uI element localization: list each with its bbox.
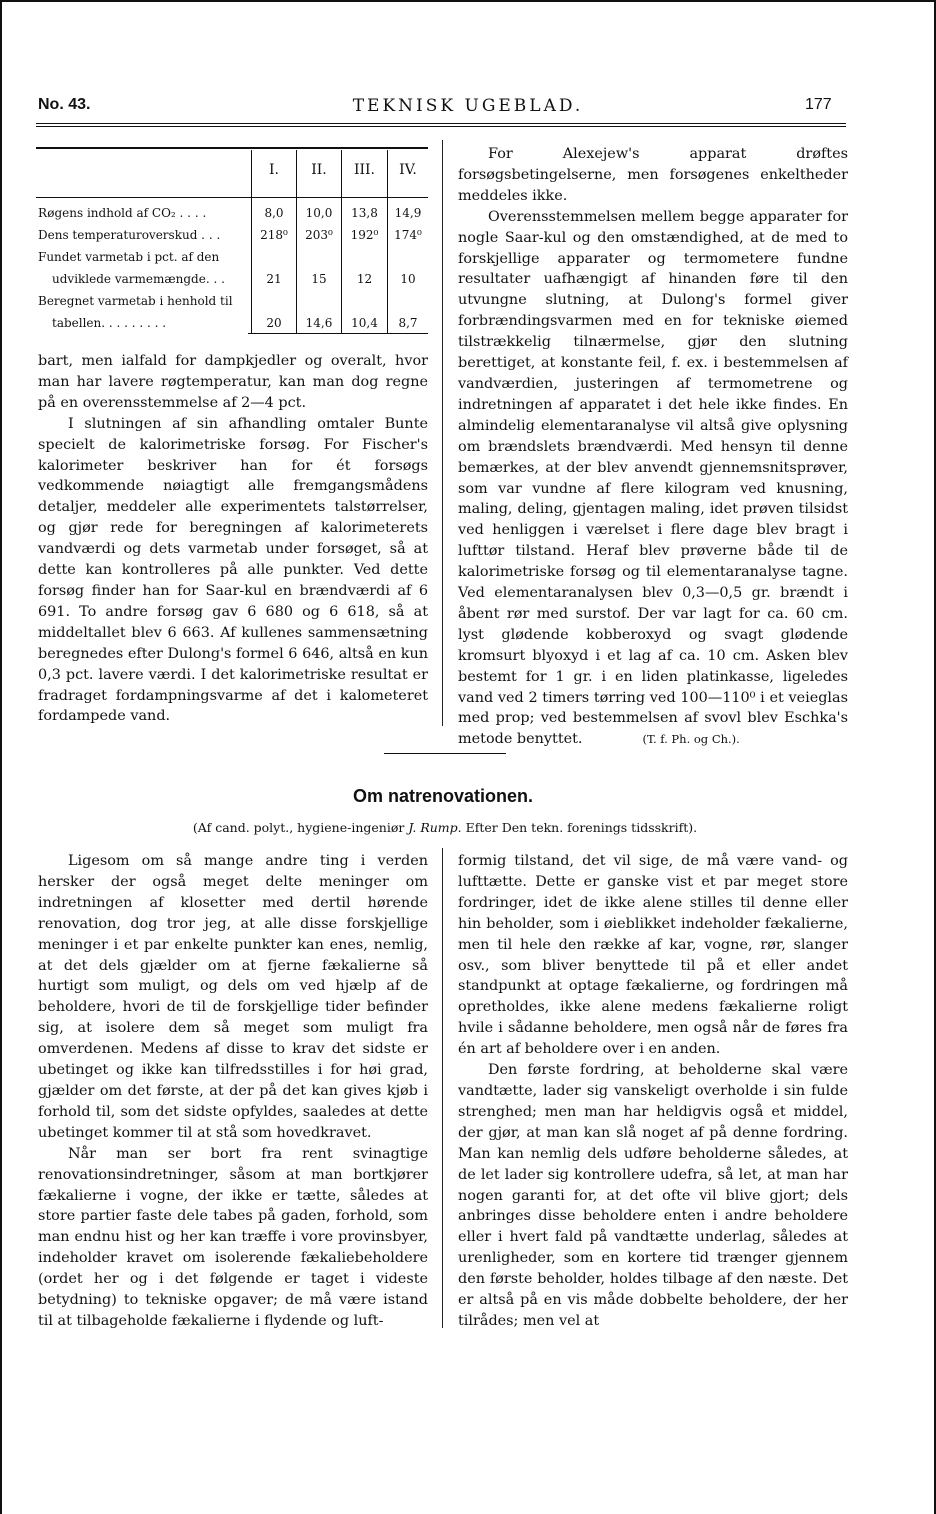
- page-edge-top: [0, 0, 936, 2]
- column-header: IV.: [399, 162, 417, 178]
- header-rule-double: [36, 126, 846, 127]
- table-bottom-rule: [248, 333, 428, 334]
- column-header: III.: [353, 162, 376, 178]
- table-cell: 15: [311, 272, 327, 286]
- paragraph: formig tilstand, det vil sige, de må være vand- og lufttætte. Dette er ganske vist et par meget store fordringer, idet de ikke alene stilles til denne eller hin beholder, som i øieblikket indeholder fækalierne, men til hele den række af kar, vogne, rør, slanger osv., som bliver benyttede til på et eller andet standpunkt at optage fækalierne, og fordringen må opretholdes, ikke alene medens fækalierne roligt hvile i sådanne beholdere, men også når de føres fra én art af beholdere over i en anden.: [458, 853, 848, 1058]
- table-cell: 10: [400, 272, 416, 286]
- article-separator: [384, 753, 506, 754]
- table-cell: 12: [356, 272, 373, 286]
- paragraph-text: Overensstemmelsen mellem begge apparater for nogle Saar-kul og den omstændighed, at de med to forskjellige apparater og termometere fundne resultater uafhængigt af hinanden føre til den utvungne slutning, at Dulong's formel giver forbrændingsvarmen med en for tekniske øiemed tilstrækkelig tilnærmelse, gjør den slutning berettiget, at konstante feil, f. ex. i bestemmelsen af vandværdien, justeringen af termometrene og indretningen af apparatet i det hele ikke findes. En almindelig elementaranalyse vil altså give oplysning om brændslets brændværdi. Med hensyn til denne bemærkes, at der blev anvendt gjennemsnitsprøver, som var vundne af flere kilogram ved knusning, maling, deling, gjentagen maling, idet prøven tilsidst ved henliggen i værelset i flere dage blev bragt i lufttør tilstand. Heraf blev prøverne både til de kalorimetriske forsøg og til elementaranalyse tagne. Ved elementaranalysen blev 0,3—0,5 gr. brændt i åbent rør med surstof. Der var lagt for ca. 60 cm. lyst glødende kobberoxyd og svagt glødende kromsurt blyoxyd i et lag af ca. 10 cm. Asken blev bestemt for 1 gr. i en liden platinkasse, ligeledes vand ved 2 timers tørring ved 100—110⁰ i et veieglas med prop; ved bestemmelsen af svovl blev Eschka's metode benyttet.: [458, 208, 848, 748]
- table-cell: 14,6: [305, 316, 333, 330]
- left-column-top: [38, 351, 428, 727]
- byline-prefix: (Af cand. polyt., hygiene-ingeniør: [192, 820, 405, 835]
- byline-suffix: Efter Den tekn. forenings tidsskrift).: [465, 820, 698, 835]
- row-label: Røgens indhold af CO₂ . . . .: [38, 206, 207, 220]
- left-column-bottom: [38, 851, 428, 1332]
- right-column-bottom: [458, 851, 848, 1332]
- column-header: II.: [311, 162, 327, 178]
- table-cell: 14,9: [394, 206, 422, 220]
- table-cell: 8,0: [264, 206, 284, 220]
- table-cell: 174⁰: [394, 228, 422, 242]
- table-top-rule: [36, 147, 428, 149]
- table-cell: 218⁰: [260, 228, 288, 242]
- row-label: Dens temperaturoverskud . . .: [38, 228, 221, 242]
- table-header-rule: [36, 197, 428, 198]
- paragraph: Når man ser bort fra rent svinagtige renovationsindretninger, såsom at man bortkjører fækalierne i vogne, der ikke er tætte, således at store partier faste dele tabes på gaden, forhold, som man endnu hist og her kan træffe i vore provinsbyer, indeholder kravet om isolerende fækaliebeholdere (ordet her og i det følgende er taget i videste betydning) to tekniske opgaver; de må være istand til at tilbageholde fækalierne i flydende og luft-: [38, 1145, 428, 1329]
- table-cell: 203⁰: [305, 228, 333, 242]
- journal-title: TEKNISK UGEBLAD.: [352, 96, 584, 116]
- column-header: I.: [269, 162, 279, 178]
- table-cell: 10,4: [351, 316, 378, 330]
- header-rule: [36, 123, 846, 124]
- paragraph: bart, men ialfald for dampkjedler og overalt, hvor man har lavere røgtemperatur, kan man dog regne på en overensstemmelse af 2—4 pct.: [38, 353, 428, 411]
- table-cell: 20: [266, 316, 282, 330]
- row-label: Beregnet varmetab i henhold til: [38, 294, 233, 308]
- right-column-top: [458, 144, 848, 750]
- article-byline: [0, 820, 890, 835]
- page-edge-left: [0, 0, 2, 1514]
- row-label: udviklede varmemængde. . .: [52, 272, 225, 286]
- table-cell: 10,0: [305, 206, 333, 220]
- table-cell: 13,8: [351, 206, 378, 220]
- paragraph: Ligesom om så mange andre ting i verden hersker der også meget delte meninger om indretningen af klosetter med dertil hørende renovation, dog tror jeg, at alle disse forskjellige meninger i et par enkelte punkter kan enes, nemlig, at det dels gjælder om at fjerne fækalierne så hurtigt som muligt, og dels om ved hjælp af de beholdere, hvori de til de forskjellige tider befinder sig, at isolere dem så meget som muligt fra omverdenen. Medens af disse to krav det sidste er ubetinget og ikke kan tilfredsstilles i for høi grad, gjælder om det første, at der på det kan gives kjøb i forhold til, som det sidste opfyldes, saaledes at dette ubetinget kommer til at stå som hovedkravet.: [38, 853, 428, 1141]
- row-label: tabellen. . . . . . . . .: [52, 316, 167, 330]
- source-credit: (T. f. Ph. og Ch.).: [642, 732, 740, 747]
- page-number: 177: [805, 96, 832, 113]
- row-label: Fundet varmetab i pct. af den: [38, 250, 220, 264]
- paragraph: I slutningen af sin afhandling omtaler Bunte specielt de kalorimetriske forsøg. For Fischer's kalorimeter beskriver han for ét forsøgs vedkommende nøiagtigt alle fremgangsmådens detaljer, meddeler alle experimentets talstørrelser, og gjør rede for beregningen af kalorimeterets vandværdi og dets varmetab under forsøget, så at dette kan kontrolleres på alle punkter. Ved dette forsøg finder han for Saar-kul en brændværdi af 6 691. To andre forsøg gav 6 680 og 6 618, så at middeltallet blev 6 663. Af kullenes sammensætning beregnedes efter Dulong's formel 6 646, altså en kun 0,3 pct. lavere værdi. I det kalorimetriske resultat er fradraget fordampningsvarme af det i kalometeret fordampede vand.: [38, 415, 428, 725]
- column-divider: [442, 140, 443, 726]
- byline-author: J. Rump.: [408, 820, 462, 835]
- table-cell: 8,7: [398, 316, 418, 330]
- article-title: Om natrenovationen.: [352, 786, 534, 806]
- table-cell: 21: [266, 272, 282, 286]
- paragraph: Den første fordring, at beholderne skal være vandtætte, lader sig vanskeligt overholde i sin fulde strenghed; men man har heldigvis også et middel, der gjør, at man kan slå noget af på denne fordring. Man kan nemlig dels udføre beholderne således, at de let lader sig kontrollere udefra, så let, at man har nogen garanti for, at det ofte vil blive gjort; dels anbringes disse beholdere enten i andre beholdere eller i hvert fald på vandtætte underlag, således at urenligheder, som en kortere tid trænger gjennem den første beholder, holdes tilbage af den næste. Det er altså på en vis måde dobbelte beholdere, der her tilrådes; men vel at: [458, 1062, 848, 1329]
- paragraph: For Alexejew's apparat drøftes forsøgsbetingelserne, men forsøgenes enkeltheder meddeles ikke.: [458, 146, 848, 204]
- paragraph: [458, 207, 848, 751]
- issue-number: No. 43.: [38, 96, 91, 113]
- column-divider: [442, 848, 443, 1328]
- table-cell: 192⁰: [350, 228, 379, 242]
